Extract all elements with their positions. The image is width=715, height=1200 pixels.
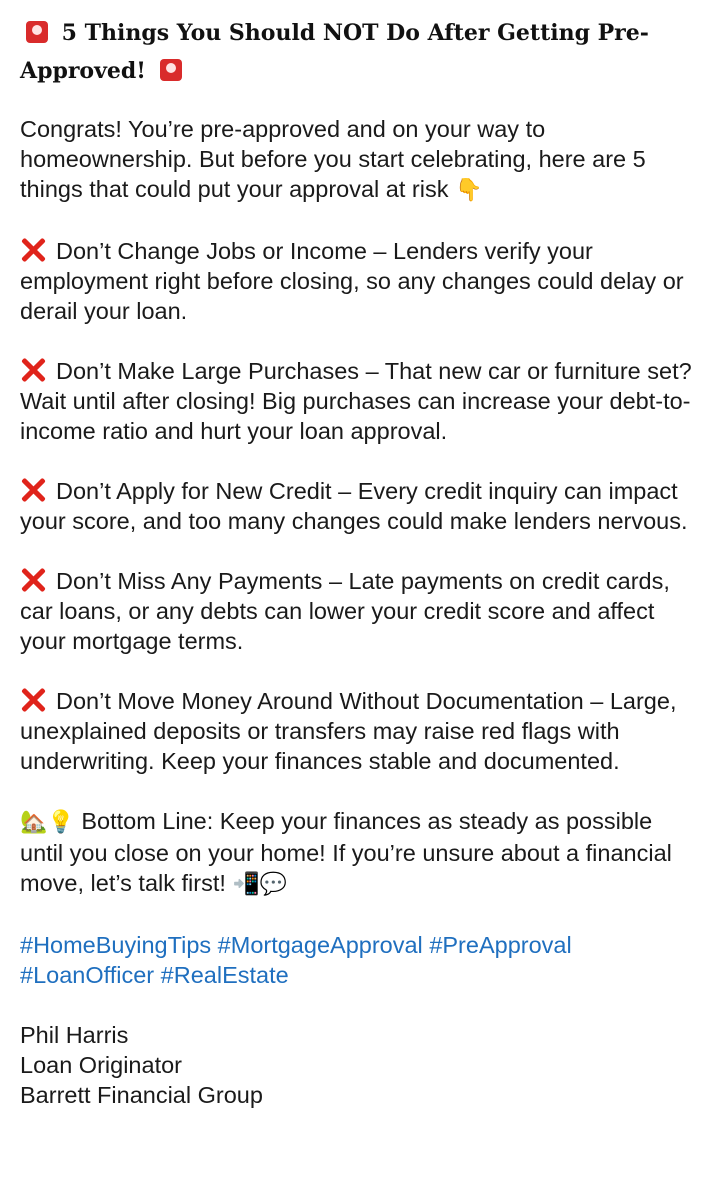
post-title-text: 5 Things You Should NOT Do After Getting Pre-Approved! [20,20,649,84]
red-x-icon [20,237,46,263]
hashtag-list [20,930,700,990]
red-x-icon [20,357,46,383]
signature-name: Phil Harris [20,1022,129,1048]
bottom-line-text: Bottom Line: Keep your finances as steady as possible until you close on your home! If you’re unsure about a financial move, let’s talk first! [20,808,672,896]
hashtag-link[interactable]: #MortgageApproval [217,932,423,958]
list-item-text: Don’t Apply for New Credit – Every credit inquiry can impact your score, and too many changes could make lenders nervous. [20,478,688,534]
hashtag-link[interactable]: #RealEstate [160,962,289,988]
red-x-icon [20,477,46,503]
signature-company: Barrett Financial Group [20,1082,263,1108]
siren-icon [26,21,48,43]
list-item-text: Don’t Change Jobs or Income – Lenders verify your employment right before closing, so any changes could delay or derail your loan. [20,238,684,324]
red-x-icon [20,687,46,713]
pointing-down-icon: 👇 [455,178,483,203]
signature-role: Loan Originator [20,1052,182,1078]
post-title [20,14,700,90]
list-item [20,566,700,656]
list-item-text: Don’t Make Large Purchases – That new car or furniture set? Wait until after closing! Big purchases can increase your debt-to-income ratio and hurt your loan approval. [20,358,692,444]
list-item-text: Don’t Move Money Around Without Documentation – Large, unexplained deposits or transfers may raise red flags with underwriting. Keep your finances stable and documented. [20,688,677,774]
list-item [20,686,700,776]
list-item [20,356,700,446]
intro-text: Congrats! You’re pre-approved and on your way to homeownership. But before you start celebrating, here are 5 things that could put your approval at risk [20,116,646,202]
post-body [20,0,700,1110]
hashtag-link[interactable]: #HomeBuyingTips [20,932,212,958]
list-item [20,476,700,536]
red-x-icon [20,567,46,593]
hashtag-link[interactable]: #LoanOfficer [20,962,155,988]
bottom-line-paragraph [20,806,700,900]
hashtag-link[interactable]: #PreApproval [429,932,572,958]
siren-icon [160,59,182,81]
intro-paragraph [20,114,700,206]
house-lightbulb-icon: 🏡💡 [20,810,75,835]
list-item [20,236,700,326]
phone-chat-icon: 📲💬 [232,872,288,897]
list-item-text: Don’t Miss Any Payments – Late payments on credit cards, car loans, or any debts can lower your credit score and affect your mortgage terms. [20,568,670,654]
